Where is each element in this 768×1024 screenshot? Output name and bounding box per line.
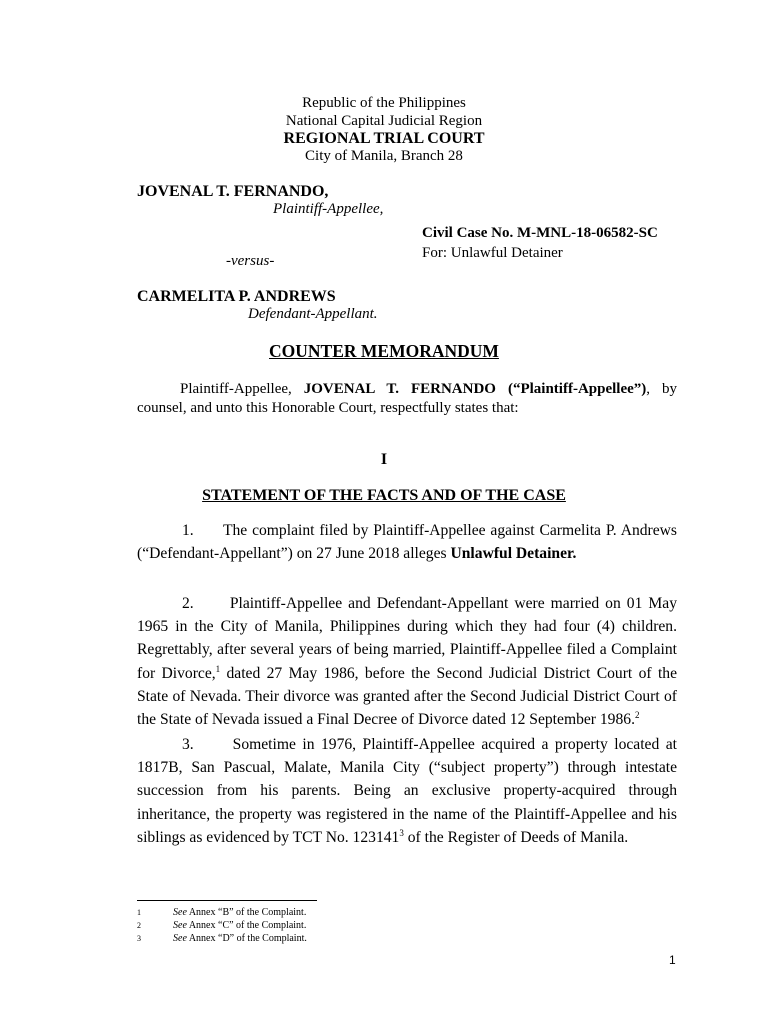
footnote-ref-2: 2 bbox=[634, 709, 640, 720]
page-number: 1 bbox=[669, 953, 676, 967]
versus-label: -versus- bbox=[226, 253, 275, 269]
section-heading: STATEMENT OF THE FACTS AND OF THE CASE bbox=[202, 487, 566, 504]
footnote-ref-3: 3 bbox=[399, 827, 404, 838]
paragraph-2: 2. Plaintiff-Appellee and Defendant-Appellant were married on 01 May 1965 in the City of Manila, Philippines during which they had four (4) children. Regrettably, after several years of being married, Plaintiff-Appellee filed a Complaint for Divorce,$^1$ dated 27 May 1986, before the Second Judicial District Court of the State of Nevada. Their divorce was granted after the Second Judicial District Court of the State of Nevada issued a Final Decree of Divorce dated 12 September 1986.$^2$ bbox=[137, 595, 677, 729]
header-region: National Capital Judicial Region bbox=[285, 113, 483, 129]
intro-paragraph: Plaintiff-Appellee, JOVENAL T. FERNANDO (“Plaintiff-Appellee”), by counsel, and unto this Honorable Court, respectfully states that: bbox=[137, 381, 678, 416]
header-court: REGIONAL TRIAL COURT bbox=[283, 130, 485, 147]
section-numeral: I bbox=[380, 451, 388, 468]
header-branch: City of Manila, Branch 28 bbox=[305, 148, 463, 164]
document-title: COUNTER MEMORANDUM bbox=[269, 341, 499, 361]
header-republic: Republic of the Philippines bbox=[302, 95, 466, 111]
footnote-ref-1: 1 bbox=[215, 663, 221, 674]
paragraph-3: 3. Sometime in 1976, Plaintiff-Appellee acquired a property located at 1817B, San Pascual, Malate, Manila City (“subject property”) through intestate succession from his parents. Being an exclusive property-acquired through inheritance, the property was registered in the name of the Plaintiff-Appellee and his siblings as evidenced by TCT No. 123141$^3$ of the Register of Deeds of Manila. bbox=[137, 736, 677, 846]
case-number: Civil Case No. M-MNL-18-06582-SC bbox=[422, 225, 658, 241]
footnote-1: 1 See Annex “B” of the Complaint. bbox=[137, 907, 307, 918]
plaintiff-role: Plaintiff-Appellee, bbox=[273, 201, 384, 217]
defendant-name: CARMELITA P. ANDREWS bbox=[137, 288, 336, 305]
footnote-2: 2 See Annex “C” of the Complaint. bbox=[137, 920, 307, 931]
defendant-role: Defendant-Appellant. bbox=[248, 306, 378, 322]
footnote-separator bbox=[137, 900, 317, 901]
case-nature: For: Unlawful Detainer bbox=[422, 245, 563, 261]
paragraph-1: 1. The complaint filed by Plaintiff-Appellee against Carmelita P. Andrews (“Defendant-Appellant”) on 27 June 2018 alleges Unlawful Detainer. bbox=[137, 522, 677, 563]
plaintiff-name: JOVENAL T. FERNANDO, bbox=[137, 183, 329, 200]
footnote-3: 3 See Annex “D” of the Complaint. bbox=[137, 933, 307, 944]
